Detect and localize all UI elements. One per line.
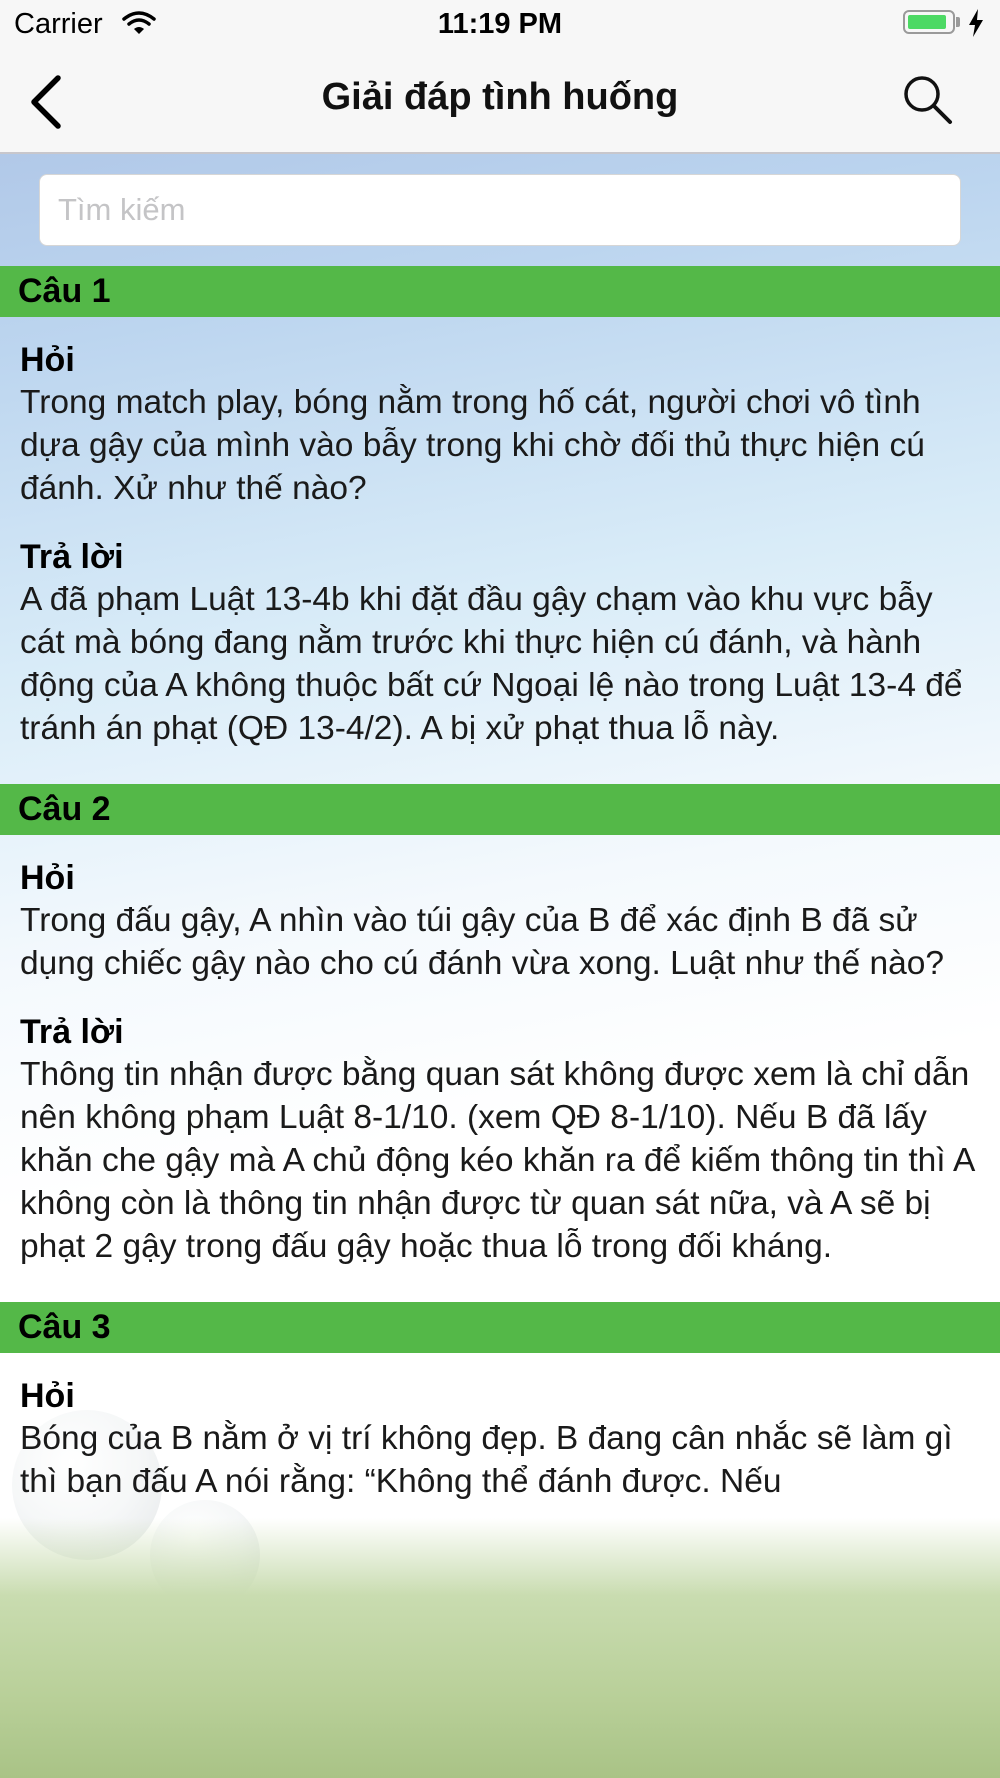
ask-text: Trong đấu gậy, A nhìn vào túi gậy của B để xác định B đã sử dụng chiếc gậy nào cho cú đánh vừa xong. Luật như thế nào? bbox=[20, 902, 944, 982]
question-item bbox=[0, 266, 1000, 784]
ask-label: Hỏi bbox=[20, 1377, 75, 1415]
question-header: Câu 1 bbox=[0, 266, 1000, 317]
question-header: Câu 3 bbox=[0, 1302, 1000, 1353]
charging-bolt-icon bbox=[966, 8, 986, 46]
status-bar bbox=[0, 0, 1000, 50]
battery-icon bbox=[903, 10, 955, 34]
question-item bbox=[0, 784, 1000, 1302]
answer-label: Trả lời bbox=[20, 538, 124, 576]
question-body bbox=[0, 1353, 1000, 1537]
page-title: Giải đáp tình huống bbox=[321, 76, 679, 118]
ask-text: Bóng của B nằm ở vị trí không đẹp. B đang cân nhắc sẽ làm gì thì bạn đấu A nói rằng: “Không thể đánh được. Nếu bbox=[20, 1420, 953, 1500]
ask-label: Hỏi bbox=[20, 859, 75, 897]
search-input[interactable] bbox=[39, 174, 961, 246]
question-item bbox=[0, 1302, 1000, 1537]
answer-text: Thông tin nhận được bằng quan sát không được xem là chỉ dẫn nên không phạm Luật 8-1/10. (xem QĐ 8-1/10). Nếu B đã lấy khăn che gậy mà A chủ động kéo khăn ra để kiếm thông tin thì A không còn là thông tin nhận được từ quan sát nữa, và A sẽ bị phạt 2 gậy trong đấu gậy hoặc thua lỗ trong đối kháng. bbox=[20, 1056, 974, 1265]
battery-tip bbox=[956, 17, 960, 27]
question-header: Câu 2 bbox=[0, 784, 1000, 835]
question-list[interactable] bbox=[0, 266, 1000, 1656]
ask-text: Trong match play, bóng nằm trong hố cát, người chơi vô tình dựa gậy của mình vào bẫy trong khi chờ đối thủ thực hiện cú đánh. Xử như thế nào? bbox=[20, 384, 925, 507]
search-button[interactable] bbox=[900, 72, 956, 128]
search-bar bbox=[0, 154, 1000, 266]
navigation-bar bbox=[0, 50, 1000, 154]
question-body bbox=[0, 317, 1000, 784]
battery-level bbox=[908, 15, 946, 29]
ask-label: Hỏi bbox=[20, 341, 75, 379]
status-time: 11:19 PM bbox=[437, 8, 563, 40]
answer-label: Trả lời bbox=[20, 1013, 124, 1051]
question-body bbox=[0, 835, 1000, 1302]
answer-text: A đã phạm Luật 13-4b khi đặt đầu gậy chạm vào khu vực bẫy cát mà bóng đang nằm trước khi thực hiện cú đánh, và hành động của A không thuộc bất cứ Ngoại lệ nào trong Luật 13-4 để tránh án phạt (QĐ 13-4/2). A bị xử phạt thua lỗ này. bbox=[20, 581, 963, 747]
search-icon bbox=[900, 72, 956, 128]
carrier-label: Carrier bbox=[14, 8, 103, 40]
